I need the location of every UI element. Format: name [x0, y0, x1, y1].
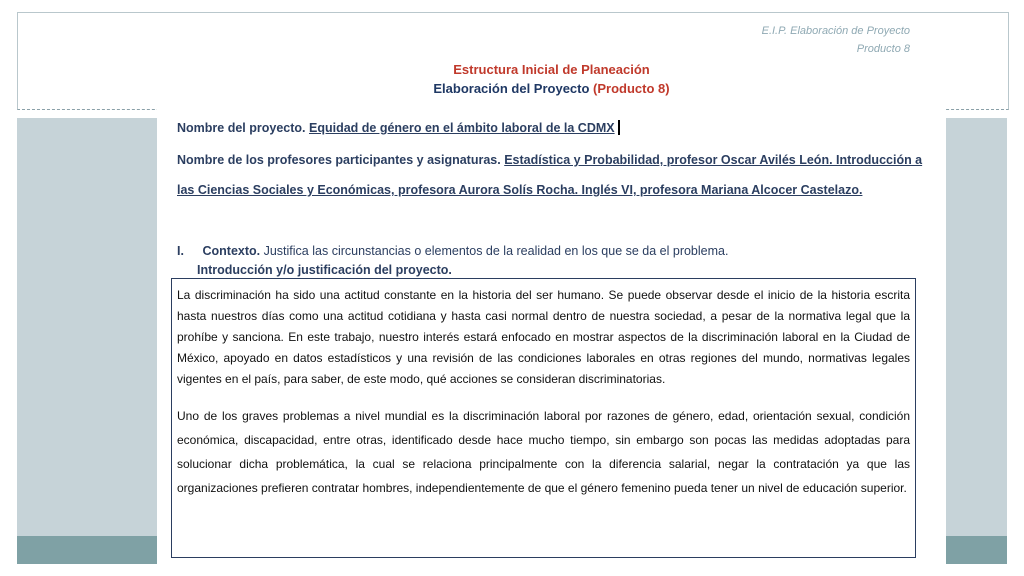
header-line-2: Producto 8 [856, 43, 910, 55]
context-text-box[interactable] [171, 278, 916, 558]
document-page [157, 14, 946, 576]
header-line-1: E.I.P. Elaboración de Proyecto [761, 25, 910, 37]
context-number: I. [177, 244, 184, 258]
project-name-line [177, 120, 620, 135]
text-cursor [618, 120, 620, 135]
document-header [762, 22, 910, 58]
context-label: Contexto. [202, 244, 261, 258]
body-paragraph-1: La discriminación ha sido una actitud constante en la historia del ser humano. Se puede observar desde el inicio de la historia escrita hasta nuestros días como una actitud cotidiana y hasta casi normal dentro de nuestra sociedad, a pesar de la normativa legal que la prohíbe y sanciona. En este trabajo, nuestro interés estará enfocado en mostrar aspectos de la discriminación laboral en la Ciudad de México, apoyado en datos estadísticos y una revisión de las condiciones laborales en otras regiones del mundo, normativas legales vigentes en el país, para saber, de este modo, qué acciones se consideran discriminatorias. [177, 288, 910, 386]
teachers-line-2 [177, 183, 862, 197]
subtitle-product: (Producto 8) [593, 81, 670, 96]
teachers-label: Nombre de los profesores participantes y asignaturas. [177, 153, 501, 167]
context-heading [177, 244, 728, 258]
slide-side-panel-left [17, 118, 157, 536]
subtitle-text: Elaboración del Proyecto [433, 81, 590, 96]
document-subtitle [157, 81, 946, 96]
body-paragraph-2: Uno de los graves problemas a nivel mundial es la discriminación laboral por razones de género, edad, orientación sexual, condición económica, discapacidad, entre otras, identificado desde hace mucho tiempo, sin embargo son pocas las medidas adoptadas para solucionar dicha problemática, la cual se relaciona principalmente con la diferencia salarial, negar la contratación ya que las organizaciones prefieren contratar hombres, independientemente de que el género femenino pueda tener un nivel de educación superior. [177, 409, 910, 495]
project-name-value[interactable]: Equidad de género en el ámbito laboral de la CDMX [308, 121, 615, 135]
teachers-value-1[interactable]: Estadística y Probabilidad, profesor Oscar Avilés León. Introducción a [504, 153, 923, 167]
teachers-line-1 [177, 153, 922, 167]
context-subtitle: Introducción y/o justificación del proyecto. [197, 263, 452, 277]
slide-side-panel-right [946, 118, 1007, 536]
project-name-label: Nombre del proyecto. [177, 121, 306, 135]
teachers-value-2[interactable]: las Ciencias Sociales y Económicas, profesora Aurora Solís Rocha. Inglés VI, profesora Mariana Alcocer Castelazo. [177, 183, 863, 197]
document-title: Estructura Inicial de Planeación [453, 62, 650, 77]
context-description: Justifica las circunstancias o elementos de la realidad en los que se da el problema. [263, 244, 729, 258]
